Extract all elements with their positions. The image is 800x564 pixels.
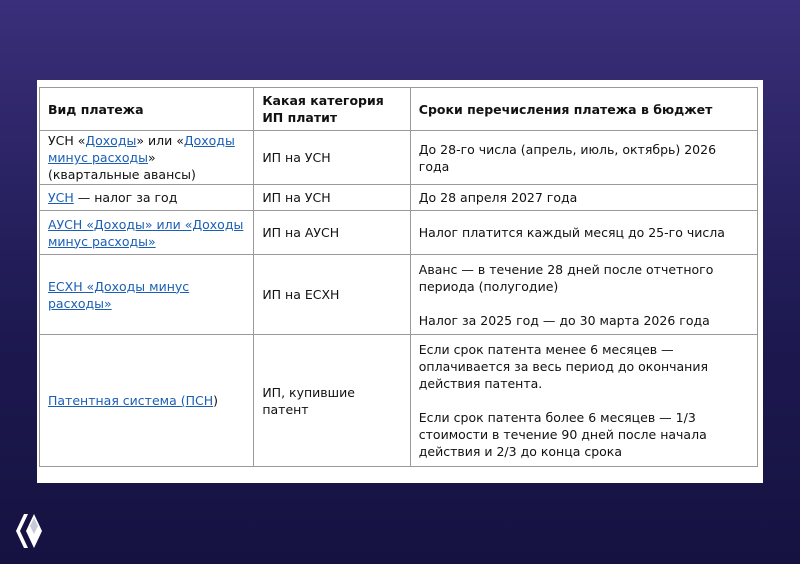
table-row [40, 255, 758, 335]
link-psn[interactable]: ПСН [185, 393, 214, 408]
link-dohody-minus-rashody[interactable]: Доходы минус расходы [48, 133, 235, 165]
text: ) [213, 393, 219, 408]
table-row [40, 185, 758, 211]
deadline-line: Аванс — в течение 28 дней после отчетного периода (полугодие) [418, 261, 714, 294]
table-header-row [40, 88, 758, 131]
cell-payment-type [40, 185, 254, 211]
table-row [40, 335, 758, 467]
cell-category: ИП на УСН [254, 131, 410, 185]
cell-deadline: До 28 апреля 2027 года [410, 185, 757, 211]
cell-deadline [410, 335, 757, 467]
text: УСН « [48, 133, 86, 148]
deadline-line: Налог за 2025 год — до 30 марта 2026 года [418, 312, 710, 328]
cell-payment-type [40, 255, 254, 335]
link-dohody[interactable]: Доходы [85, 133, 137, 148]
cell-deadline: Налог платится каждый месяц до 25-го числа [410, 211, 757, 255]
header-payment-type: Вид платежа [40, 88, 254, 131]
cell-deadline: До 28-го числа (апрель, июль, октябрь) 2026 года [410, 131, 757, 185]
diamond-logo-icon [14, 512, 50, 550]
link-eshn[interactable]: ЕСХН «Доходы минус расходы» [48, 278, 190, 311]
cell-payment-type [40, 335, 254, 467]
link-patent-system[interactable]: Патентная система ( [48, 393, 186, 408]
text: — налог за год [73, 190, 178, 205]
cell-category: ИП на ЕСХН [254, 255, 410, 335]
cell-category: ИП, купившие патент [254, 335, 410, 467]
link-usn[interactable]: УСН [48, 190, 74, 205]
header-category: Какая категория ИП платит [254, 88, 410, 131]
cell-category: ИП на УСН [254, 185, 410, 211]
table-card [37, 80, 763, 483]
cell-payment-type [40, 131, 254, 185]
text: » (квартальные авансы) [48, 150, 196, 182]
link-ausn[interactable]: АУСН «Доходы» или «Доходы минус расходы» [48, 216, 244, 249]
cell-category: ИП на АУСН [254, 211, 410, 255]
table-row [40, 211, 758, 255]
table-row [40, 131, 758, 185]
cell-payment-type [40, 211, 254, 255]
deadline-line: Если срок патента более 6 месяцев — 1/3 стоимости в течение 90 дней после начала действия и 2/3 до конца срока [418, 410, 707, 459]
deadline-line: Если срок патента менее 6 месяцев — оплачивается за весь период до окончания действия патента. [418, 342, 709, 391]
text: » или « [136, 133, 184, 148]
payment-table [39, 87, 758, 467]
cell-deadline [410, 255, 757, 335]
header-deadline: Сроки перечисления платежа в бюджет [410, 88, 757, 131]
